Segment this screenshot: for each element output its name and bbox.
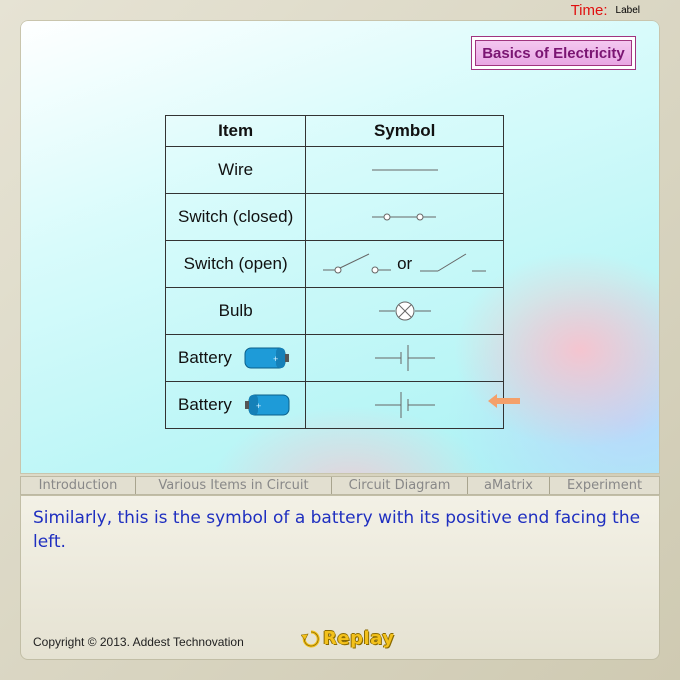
wire-symbol-icon (306, 147, 504, 194)
tab-amatrix[interactable]: aMatrix (468, 477, 550, 494)
item-cell: Bulb (166, 288, 306, 335)
pointer-arrow-icon (488, 393, 522, 409)
item-cell: Wire (166, 147, 306, 194)
battery-positive-right-icon (243, 345, 291, 371)
item-label: Battery (178, 348, 232, 367)
or-label: or (397, 254, 413, 273)
table-row (166, 335, 504, 382)
tab-circuit-diagram[interactable]: Circuit Diagram (332, 477, 468, 494)
symbols-table (165, 115, 504, 429)
timer-label: Time: (570, 1, 608, 19)
timer-value: Label (615, 4, 640, 16)
item-cell: Switch (closed) (166, 194, 306, 241)
svg-text:+: + (255, 401, 261, 411)
narration-text: Similarly, this is the symbol of a battery with its positive end facing the left. (33, 508, 641, 552)
tab-experiment[interactable]: Experiment (566, 478, 643, 493)
replay-label: Replay (323, 628, 395, 649)
replay-button[interactable] (301, 628, 394, 649)
table-header-row (166, 116, 504, 147)
tab-various-items[interactable]: Various Items in Circuit (136, 477, 332, 494)
table-row (166, 194, 504, 241)
narration-panel (20, 495, 660, 660)
column-header-symbol: Symbol (306, 116, 504, 147)
item-cell: Switch (open) (166, 241, 306, 288)
copyright-text: Copyright © 2013. Addest Technovation (33, 635, 244, 649)
lesson-title-badge (471, 36, 636, 70)
item-cell (166, 382, 306, 429)
table-row (166, 382, 504, 429)
bulb-symbol-icon (306, 288, 504, 335)
switch-closed-symbol-icon (306, 194, 504, 241)
lesson-tabs (20, 476, 660, 495)
switch-open-symbol-icon (306, 241, 504, 288)
table-row (166, 241, 504, 288)
tab-introduction[interactable]: Introduction (21, 477, 136, 494)
battery-reversed-symbol-icon (306, 382, 504, 429)
replay-icon (301, 629, 321, 649)
item-cell (166, 335, 306, 382)
battery-positive-left-icon (243, 392, 291, 418)
table-row (166, 288, 504, 335)
lesson-stage (20, 20, 660, 474)
item-label: Battery (178, 395, 232, 414)
column-header-item: Item (166, 116, 306, 147)
svg-text:+: + (272, 354, 278, 364)
battery-symbol-icon (306, 335, 504, 382)
lesson-title: Basics of Electricity (475, 40, 632, 66)
table-row (166, 147, 504, 194)
timer (571, 0, 640, 20)
